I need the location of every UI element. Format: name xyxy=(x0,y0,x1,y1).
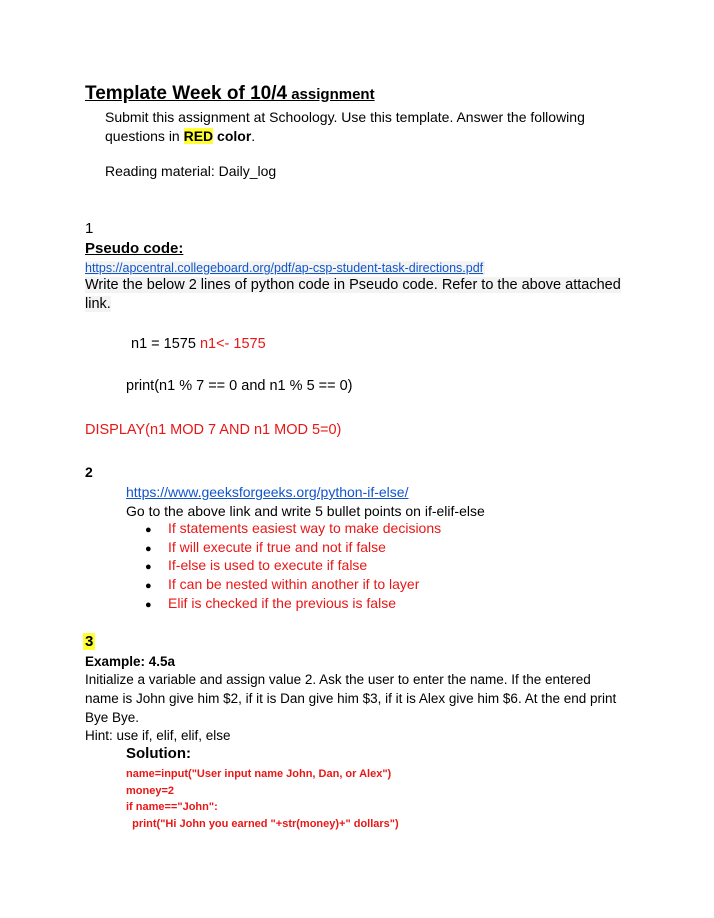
code-line: name=input("User input name John, Dan, or Alex") xyxy=(126,768,392,780)
q2-instruction: Go to the above link and write 5 bullet points on if-elif-else xyxy=(126,503,485,519)
q1-instruction-text: Write the below 2 lines of python code in Pseudo code. Refer to the above attached link. xyxy=(85,277,621,312)
bullet-icon: ● xyxy=(145,580,152,593)
code-line-2: print(n1 % 7 == 0 and n1 % 5 == 0) xyxy=(126,378,353,394)
list-item xyxy=(145,556,441,575)
code-line: if name=="John": xyxy=(126,801,218,813)
answer-line-1: n1<- 1575 xyxy=(195,336,266,352)
code-line-1 xyxy=(131,336,266,352)
bullet-icon: ● xyxy=(145,524,152,536)
intro-text: Submit this assignment at Schoology. Use this template. Answer the following questions in xyxy=(105,109,585,144)
bullet-text: If-else is used to execute if false xyxy=(168,557,368,574)
python-line-1: n1 = 1575 xyxy=(131,336,196,352)
q1-instruction xyxy=(85,276,630,314)
question-2-number: 2 xyxy=(85,464,93,480)
bullet-icon: ● xyxy=(145,598,152,611)
solution-code xyxy=(126,766,399,832)
bullet-icon: ● xyxy=(145,542,152,555)
intro-period: . xyxy=(251,128,256,144)
code-line: print("Hi John you earned "+str(money)+" dollars") xyxy=(126,817,399,830)
question-3-number: 3 xyxy=(85,633,94,650)
hint-text: Hint: use if, elif, elif, else xyxy=(85,728,231,743)
list-item xyxy=(145,594,441,613)
list-item xyxy=(145,519,441,538)
q3-description: Initialize a variable and assign value 2. Ask the user to enter the name. If the entered name is John give him $2, if it is Dan give him $3, if it is Alex give him $6. At the end print Bye Bye. xyxy=(85,672,617,726)
answer-display: DISPLAY(n1 MOD 7 AND n1 MOD 5=0) xyxy=(85,422,342,438)
pseudo-code-heading: Pseudo code: xyxy=(85,240,184,257)
red-highlight: RED xyxy=(183,128,214,144)
page-title xyxy=(85,83,375,105)
list-item xyxy=(145,575,441,594)
bullet-list xyxy=(145,519,441,612)
bullet-text: If statements easiest way to make decisions xyxy=(168,520,442,536)
bullet-text: If will execute if true and not if false xyxy=(168,538,386,555)
question-1-number: 1 xyxy=(85,220,94,237)
reading-material: Reading material: Daily_log xyxy=(105,163,277,179)
intro-paragraph xyxy=(105,108,625,146)
code-line: money=2 xyxy=(126,784,174,797)
bullet-icon: ● xyxy=(145,561,152,574)
list-item xyxy=(145,538,441,557)
example-label: Example: 4.5a xyxy=(85,654,176,669)
geeksforgeeks-link[interactable]: https://www.geeksforgeeks.org/python-if-else/ xyxy=(126,484,409,500)
bullet-text: Elif is checked if the previous is false xyxy=(168,594,396,611)
solution-label: Solution: xyxy=(126,745,191,762)
collegeboard-link[interactable]: https://apcentral.collegeboard.org/pdf/ap-csp-student-task-directions.pdf xyxy=(85,261,484,275)
title-suffix: assignment xyxy=(287,86,375,103)
color-word: color xyxy=(213,128,252,144)
bullet-text: If can be nested within another if to layer xyxy=(168,576,420,593)
title-main: Template Week of 10/4 xyxy=(85,83,288,104)
